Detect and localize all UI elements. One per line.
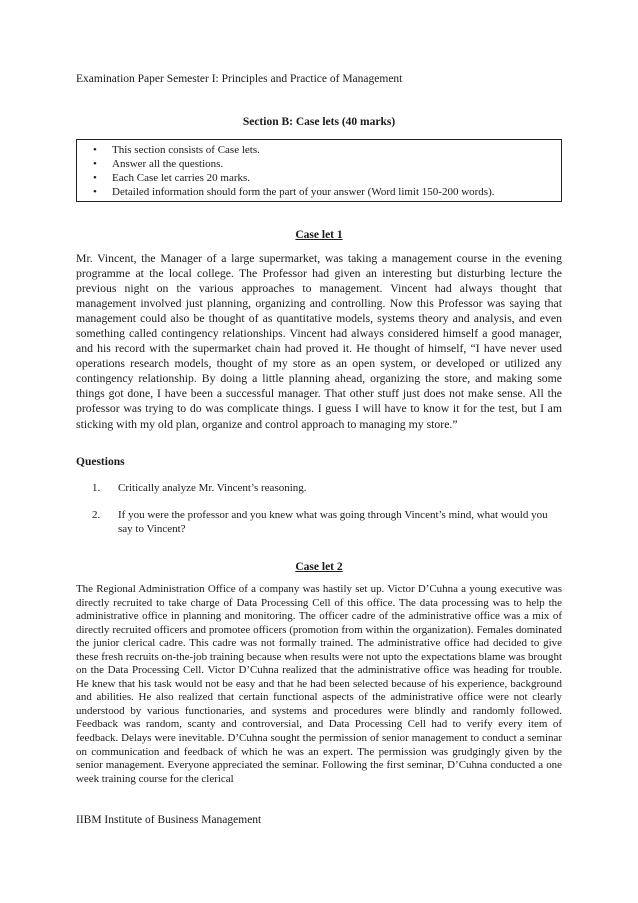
bullet-icon: • bbox=[93, 186, 97, 198]
question-item bbox=[92, 508, 562, 536]
instruction-item bbox=[91, 157, 561, 171]
question-text: If you were the professor and you knew what was going through Vincent’s mind, what would you say to Vincent? bbox=[118, 509, 548, 535]
case2-heading: Case let 2 bbox=[295, 561, 343, 573]
questions-label: Questions bbox=[76, 456, 125, 468]
page-footer: IIBM Institute of Business Management bbox=[76, 814, 262, 826]
case1-body: Mr. Vincent, the Manager of a large supermarket, was taking a management course in the evening programme at the local college. The Professor had given an interesting but disturbing lecture the previous night on the various approaches to management. Vincent had always thought that management involved just planning, organizing and controlling. Now this Professor was saying that management could also be thought of as quantitative models, systems theory and analysis, and even something called contingency relationships. Vincent had always considered himself a good manager, and his record with the supermarket chain had proved it. He thought of himself, “I have never used operations research models, thought of my store as an open system, or developed or utilized any contingency relationship. By doing a little planning ahead, organizing the store, and making some things got done, I have been a successful manager. That other stuff just does not make sense. All the professor was trying to do was complicate things. I guess I will have to know it for the test, but I am sticking with my old plan, organize and control approach to managing my store.” bbox=[76, 252, 562, 431]
instruction-text: Answer all the questions. bbox=[112, 158, 224, 170]
question-number: 2. bbox=[92, 509, 101, 521]
bullet-icon: • bbox=[93, 144, 97, 156]
instruction-text: Each Case let carries 20 marks. bbox=[112, 172, 251, 184]
page-header: Examination Paper Semester I: Principles and Practice of Management bbox=[76, 73, 403, 85]
instructions-list bbox=[91, 143, 561, 199]
question-item bbox=[92, 481, 562, 495]
questions-list bbox=[76, 481, 562, 536]
question-number: 1. bbox=[92, 482, 101, 494]
instruction-item bbox=[91, 185, 561, 199]
instruction-text: This section consists of Case lets. bbox=[112, 144, 260, 156]
question-text: Critically analyze Mr. Vincent’s reasoning. bbox=[118, 482, 307, 494]
instruction-item bbox=[91, 143, 561, 157]
case2-body: The Regional Administration Office of a company was hastily set up. Victor D’Cuhna a young executive was directly recruited to take charge of Data Processing Cell of this office. The data processing was to help the administrative office in planning and monitoring. The officer cadre of the administrative office was a mix of directly recruited officers and promotee officers (promotion from within the organization). Females dominated the junior clerical cadre. This cadre was not formally trained. The administrative office had decided to give these fresh recruits on-the-job training because when results were not upto the expectations blame was brought on the Data Processing Cell. Victor D’Cuhna realized that the administrative office was heading for trouble. He knew that his task would not be easy and that he had been selected because of his experience, background and abilities. He also realized that certain functional aspects of the administrative office were not clearly understood by various functionaries, and systems and procedures were blindly and randomly followed. Feedback was random, scanty and controversial, and Data Processing Cell had to verify every item of feedback. Delays were inevitable. D’Cuhna sought the permission of senior management to conduct a seminar on communication and feedback of which he was an expert. The permission was grudgingly given by the senior management. Everyone appreciated the seminar. Following the first seminar, D’Cuhna conducted a one week training course for the clerical bbox=[76, 583, 562, 785]
section-title: Section B: Case lets (40 marks) bbox=[242, 116, 396, 128]
instruction-item bbox=[91, 171, 561, 185]
bullet-icon: • bbox=[93, 158, 97, 170]
instruction-text: Detailed information should form the part of your answer (Word limit 150-200 words). bbox=[112, 186, 495, 198]
case1-heading: Case let 1 bbox=[295, 229, 343, 241]
instructions-box bbox=[76, 139, 562, 202]
bullet-icon: • bbox=[93, 172, 97, 184]
